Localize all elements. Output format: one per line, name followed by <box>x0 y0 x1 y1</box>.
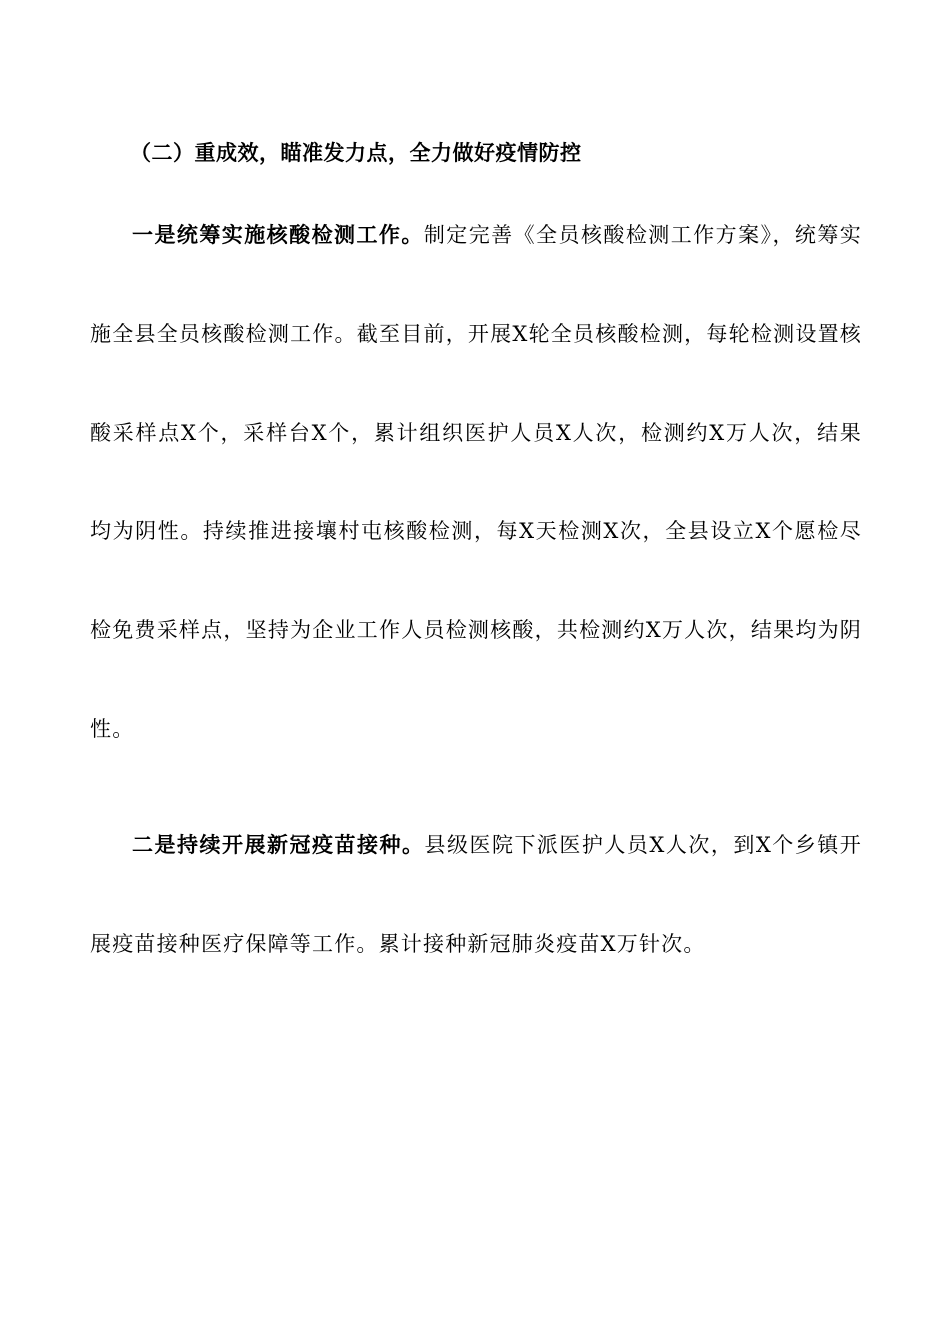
paragraph-body: 制定完善《全员核酸检测工作方案》，统筹实施全县全员核酸检测工作。截至目前，开展X轮全员核酸检测，每轮检测设置核酸采样点X个，采样台X个，累计组织医护人员X人次，检测约X万人次，结果均为阴性。持续推进接壤村屯核酸检测，每X天检测X次，全县设立X个愿检尽检免费采样点，坚持为企业工作人员检测核酸，共检测约X万人次，结果均为阴性。 <box>90 223 862 741</box>
paragraph-lead: 二是持续开展新冠疫苗接种。 <box>132 832 425 857</box>
paragraph-nucleic-acid-testing <box>90 186 862 779</box>
section-heading: （二）重成效，瞄准发力点，全力做好疫情防控 <box>130 140 582 165</box>
paragraph-lead: 一是统筹实施核酸检测工作。 <box>132 222 424 247</box>
paragraph-vaccination <box>90 796 862 994</box>
paragraph-body: 县级医院下派医护人员X人次，到X个乡镇开展疫苗接种医疗保障等工作。累计接种新冠肺炎疫苗X万针次。 <box>90 833 862 956</box>
